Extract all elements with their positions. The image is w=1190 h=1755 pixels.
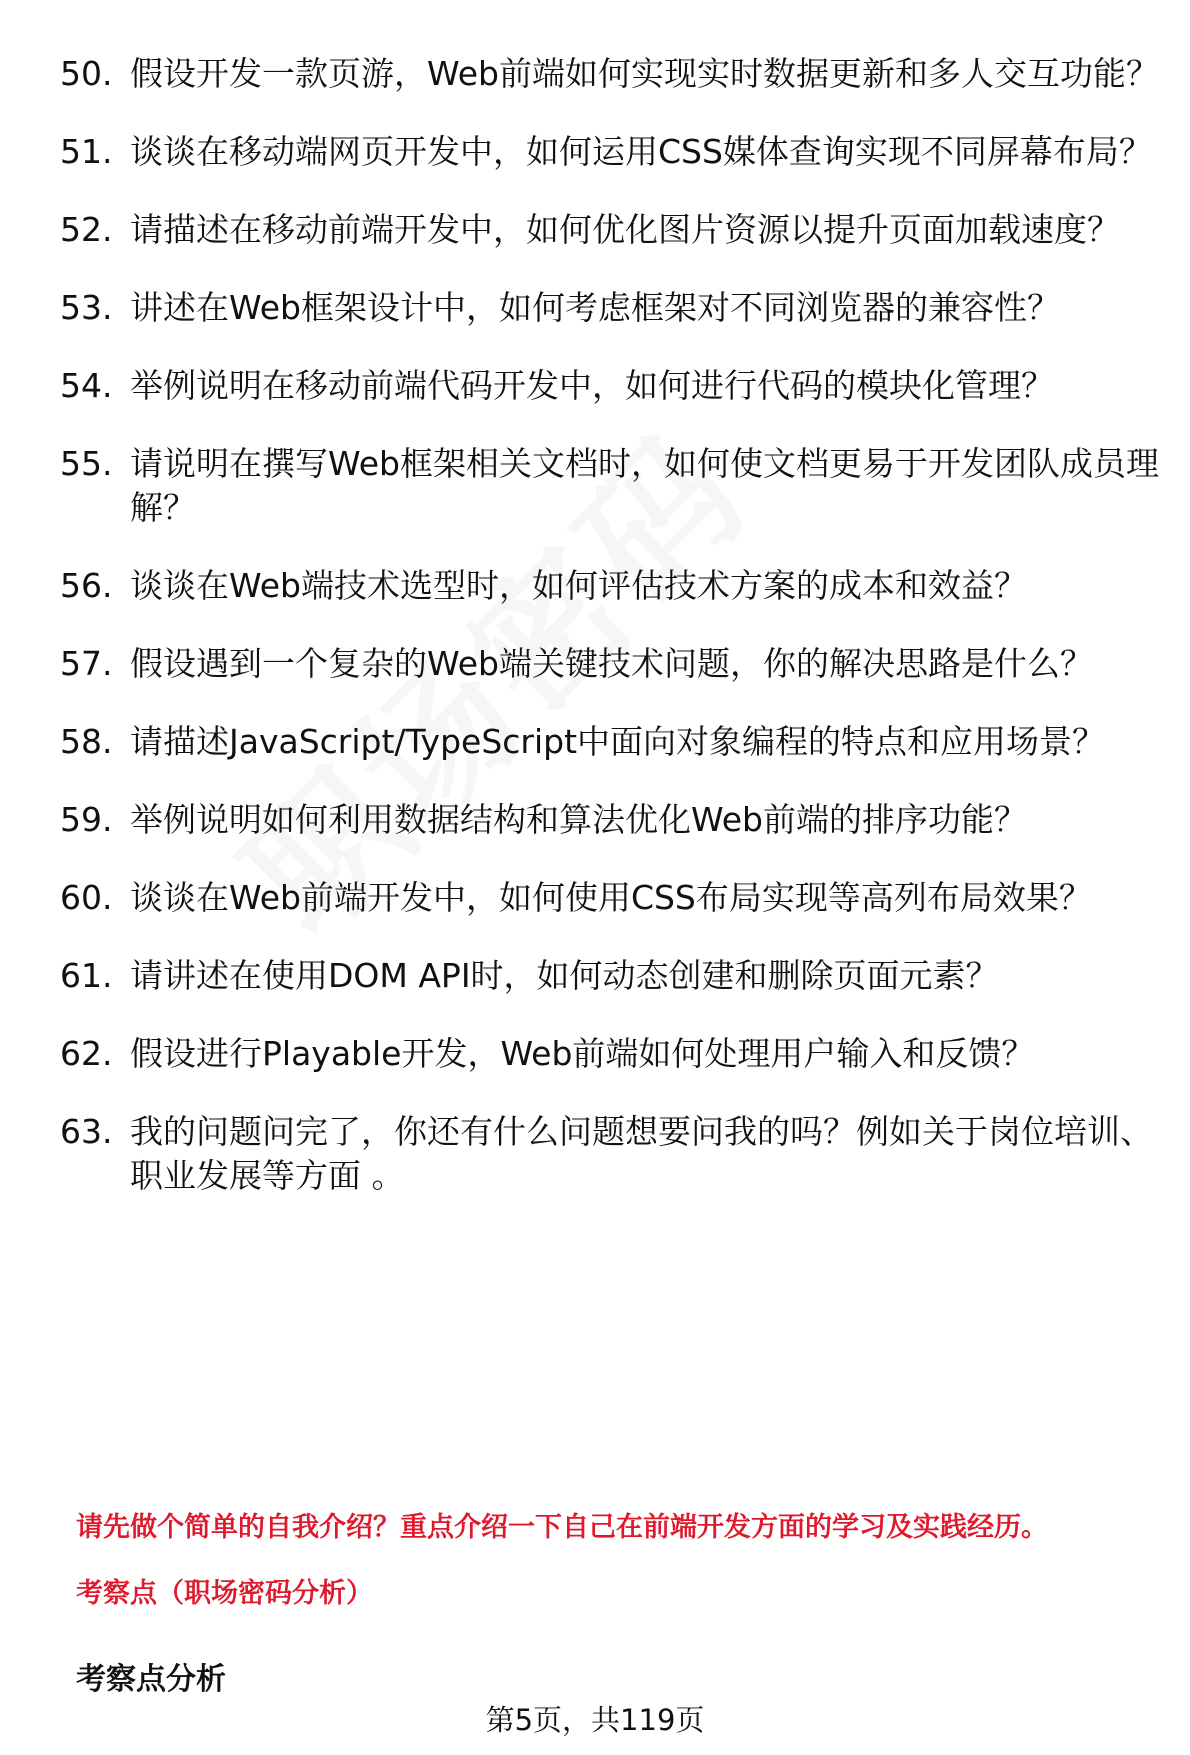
- section-title: 考察点分析: [76, 1662, 226, 1697]
- question-item: [60, 442, 1160, 530]
- question-item: [60, 208, 1160, 252]
- question-number: 54.: [60, 366, 113, 405]
- question-number: 50.: [60, 54, 113, 93]
- question-item: [60, 286, 1160, 330]
- question-number: 60.: [60, 878, 113, 917]
- question-number: 55.: [60, 444, 113, 483]
- question-text: 请描述JavaScript/TypeScript中面向对象编程的特点和应用场景？: [130, 722, 1106, 761]
- question-item: [60, 876, 1160, 920]
- question-list: [60, 52, 1160, 1232]
- question-number: 56.: [60, 566, 113, 605]
- question-text: 请讲述在使用DOM API时，如何动态创建和删除页面元素？: [130, 956, 999, 995]
- analysis-subhead: 考察点（职场密码分析）: [76, 1578, 373, 1609]
- question-text: 我的问题问完了，你还有什么问题想要问我的吗？例如关于岗位培训、职业发展等方面 。: [130, 1112, 1153, 1195]
- question-number: 53.: [60, 288, 113, 327]
- question-item: [60, 954, 1160, 998]
- question-text: 请描述在移动前端开发中，如何优化图片资源以提升页面加载速度？: [130, 210, 1120, 249]
- question-number: 59.: [60, 800, 113, 839]
- question-text: 假设遇到一个复杂的Web端关键技术问题，你的解决思路是什么？: [130, 644, 1093, 683]
- question-number: 52.: [60, 210, 113, 249]
- question-text: 谈谈在Web前端开发中，如何使用CSS布局实现等高列布局效果？: [130, 878, 1092, 917]
- question-text: 举例说明如何利用数据结构和算法优化Web前端的排序功能？: [130, 800, 1027, 839]
- question-number: 51.: [60, 132, 113, 171]
- question-text: 谈谈在Web端技术选型时，如何评估技术方案的成本和效益？: [130, 566, 1027, 605]
- question-text: 谈谈在移动端网页开发中，如何运用CSS媒体查询实现不同屏幕布局？: [130, 132, 1152, 171]
- question-text: 假设开发一款页游，Web前端如何实现实时数据更新和多人交互功能？: [130, 54, 1159, 93]
- page-footer: 第5页，共119页: [485, 1703, 705, 1737]
- question-number: 58.: [60, 722, 113, 761]
- question-text: 讲述在Web框架设计中，如何考虑框架对不同浏览器的兼容性？: [130, 288, 1060, 327]
- question-item: [60, 1110, 1160, 1198]
- question-number: 63.: [60, 1112, 113, 1151]
- question-item: [60, 798, 1160, 842]
- question-item: [60, 564, 1160, 608]
- question-item: [60, 1032, 1160, 1076]
- question-number: 62.: [60, 1034, 113, 1073]
- intro-question: 请先做个简单的自我介绍？重点介绍一下自己在前端开发方面的学习及实践经历。: [76, 1512, 1048, 1543]
- question-number: 57.: [60, 644, 113, 683]
- question-item: [60, 642, 1160, 686]
- question-item: [60, 720, 1160, 764]
- question-text: 请说明在撰写Web框架相关文档时，如何使文档更易于开发团队成员理解？: [130, 444, 1159, 527]
- question-number: 61.: [60, 956, 113, 995]
- question-item: [60, 52, 1160, 96]
- question-text: 假设进行Playable开发，Web前端如何处理用户输入和反馈？: [130, 1034, 1035, 1073]
- question-text: 举例说明在移动前端代码开发中，如何进行代码的模块化管理？: [130, 366, 1054, 405]
- question-item: [60, 130, 1160, 174]
- question-item: [60, 364, 1160, 408]
